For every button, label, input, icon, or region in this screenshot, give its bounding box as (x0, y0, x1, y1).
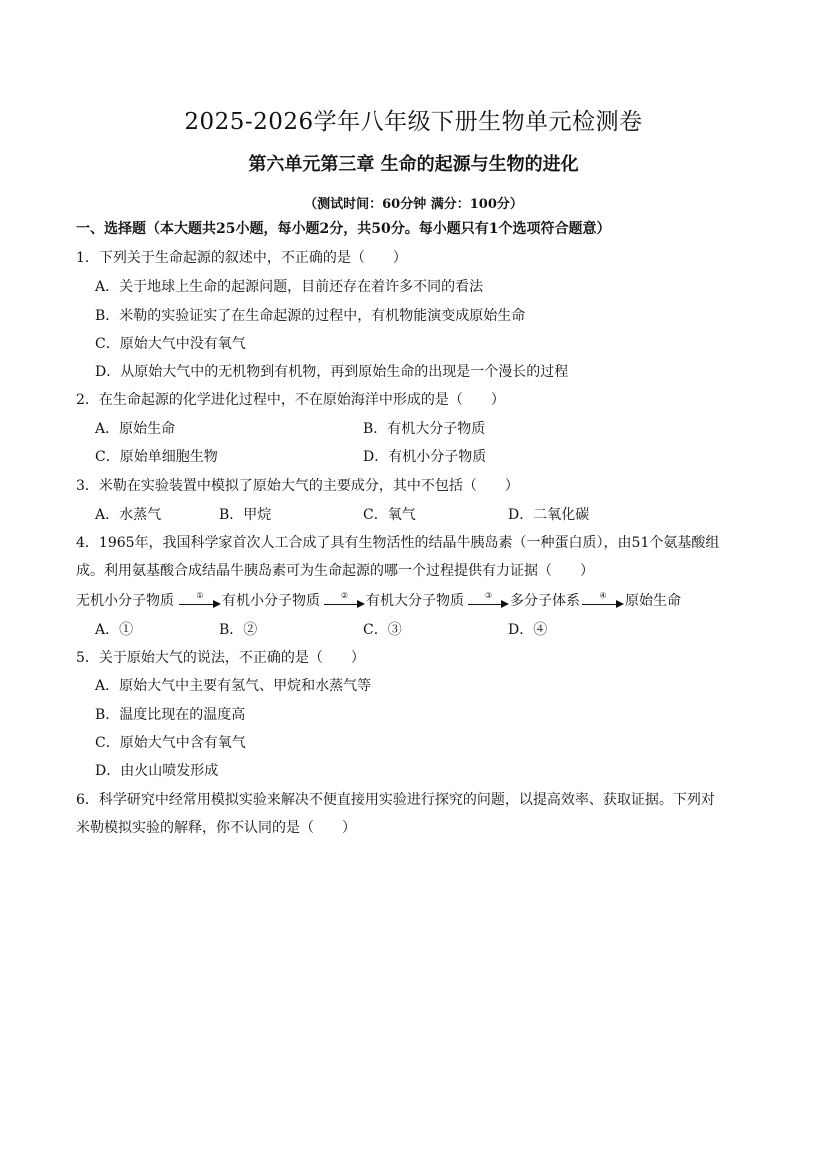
unit-subtitle: 第六单元第三章 生命的起源与生物的进化 (248, 154, 579, 175)
q1-option-c: C．原始大气中没有氧气 (95, 336, 246, 352)
q2-option-d: D．有机小分子物质 (363, 449, 487, 465)
q2-option-c: C．原始单细胞生物 (95, 449, 218, 465)
exam-info: （测试时间：60分钟 满分：100分） (304, 197, 523, 212)
chain-arrow-1-label: ① (196, 591, 204, 600)
q5-option-b: B．温度比现在的温度高 (95, 707, 246, 723)
q4-option-d: D．④ (508, 622, 548, 638)
chain-arrow-3 (468, 590, 509, 612)
chain-arrow-4 (582, 590, 624, 612)
q1-option-d: D．从原始大气中的无机物到有机物，再到原始生命的出现是一个漫长的过程 (95, 364, 569, 380)
chain-arrow-3-label: ③ (484, 591, 493, 600)
question-2-stem: 2．在生命起源的化学进化过程中，不在原始海洋中形成的是（ ） (76, 392, 505, 408)
chain-arrow-4-label: ④ (599, 591, 607, 600)
q1-option-a: A．关于地球上生命的起源问题，目前还存在着许多不同的看法 (95, 279, 484, 295)
q2-option-b: B．有机大分子物质 (363, 421, 486, 437)
q3-option-c: C．氧气 (363, 507, 416, 523)
q3-option-d: D．二氧化碳 (508, 507, 590, 523)
question-6-stem-line-1: 6．科学研究中经常用模拟实验来解决不便直接用实验进行探究的问题，以提高效率、获取证据。下列对 (76, 792, 715, 808)
question-4-stem-line-2: 成。利用氨基酸合成结晶牛胰岛素可为生命起源的哪一个过程提供有力证据（ ） (76, 563, 594, 579)
question-1-stem: 1．下列关于生命起源的叙述中，不正确的是（ ） (76, 250, 407, 266)
q4-option-b: B．② (219, 622, 258, 638)
q3-option-b: B．甲烷 (219, 507, 272, 523)
origin-of-life-chain (76, 590, 716, 612)
q5-option-d: D．由火山喷发形成 (95, 763, 219, 779)
section-heading: 一、选择题（本大题共25小题，每小题2分，共50分。每小题只有1个选项符合题意） (76, 221, 611, 237)
chain-stage-4: 多分子体系 (510, 593, 580, 609)
question-3-stem: 3．米勒在实验装置中模拟了原始大气的主要成分，其中不包括（ ） (76, 478, 519, 494)
q3-option-a: A．水蒸气 (95, 507, 162, 523)
chain-stage-2: 有机小分子物质 (222, 593, 320, 609)
q4-option-a: A．① (95, 622, 134, 638)
question-6-stem-line-2: 米勒模拟实验的解释，你不认同的是（ ） (76, 820, 356, 836)
question-4-stem-line-1: 4．1965年，我国科学家首次人工合成了具有生物活性的结晶牛胰岛素（一种蛋白质），由51个氨基酸组 (76, 535, 720, 551)
question-5-stem: 5．关于原始大气的说法，不正确的是（ ） (76, 650, 365, 666)
chain-arrow-2-label: ② (340, 591, 349, 600)
chain-arrow-1 (179, 590, 221, 612)
q4-option-c: C．③ (363, 622, 402, 638)
chain-arrow-2 (324, 590, 365, 612)
chain-stage-3: 有机大分子物质 (366, 593, 464, 609)
q2-option-a: A．原始生命 (95, 421, 176, 437)
chain-stage-5: 原始生命 (625, 593, 681, 609)
chain-stage-1: 无机小分子物质 (76, 593, 174, 609)
exam-title: 2025-2026学年八年级下册生物单元检测卷 (184, 109, 643, 135)
q5-option-a: A．原始大气中主要有氢气、甲烷和水蒸气等 (95, 678, 372, 694)
q1-option-b: B．米勒的实验证实了在生命起源的过程中，有机物能演变成原始生命 (95, 308, 526, 324)
q5-option-c: C．原始大气中含有氧气 (95, 735, 246, 751)
